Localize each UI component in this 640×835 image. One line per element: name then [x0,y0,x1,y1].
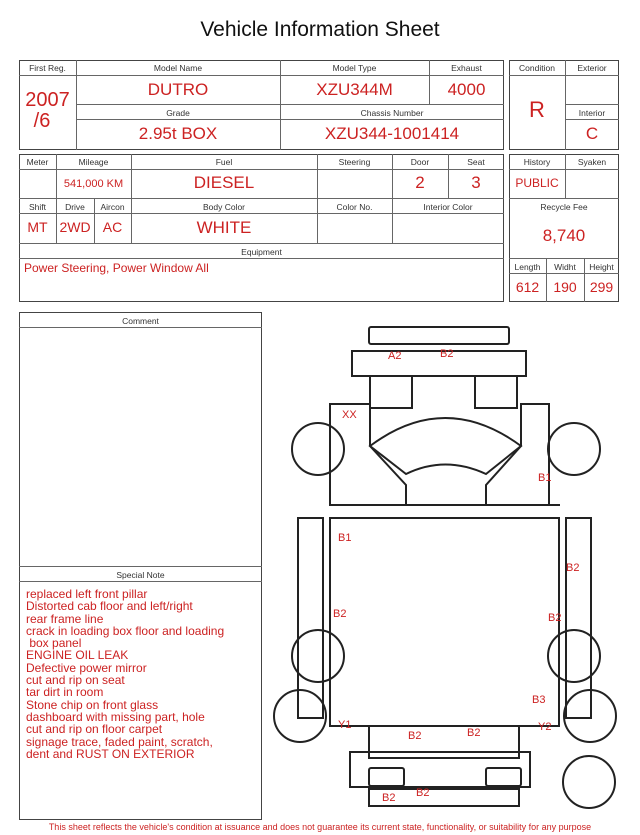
seat-label: Seat [467,157,485,167]
damage-mark: Y1 [338,719,352,731]
equipment-value: Power Steering, Power Window All [24,261,209,275]
damage-mark: A2 [388,350,402,362]
history-value: PUBLIC [515,176,559,190]
exhaust-label: Exhaust [451,63,482,73]
height-label: Height [589,262,614,272]
mileage-value: 541,000 KM [63,178,124,190]
syaken-label: Syaken [577,157,607,167]
equipment-label: Equipment [241,247,282,257]
special-note-line: replaced left front pillar [26,587,148,601]
door-label: Door [410,157,430,167]
page-title: Vehicle Information Sheet [200,18,440,41]
aircon-value: AC [102,219,123,235]
special-note-line: crack in loading box floor and loading [26,623,225,638]
damage-mark: B2 [440,348,454,360]
fuel-value: DIESEL [193,173,255,192]
damage-mark: B2 [408,730,422,742]
special-note-label: Special Note [116,570,165,580]
damage-mark: B2 [467,727,481,739]
grade-label: Grade [166,108,190,118]
model-type-value: XZU344M [316,80,393,99]
damage-mark: B1 [338,532,352,544]
color-no-label: Color No. [336,202,373,212]
width-label: Widht [554,262,576,272]
grade-value: 2.95t BOX [138,124,218,143]
damage-mark: B2 [333,608,347,620]
aircon-label: Aircon [100,202,125,212]
history-label: History [523,157,551,167]
special-note-line: cut and rip on floor carpet [26,722,163,737]
exterior-label: Exterior [577,63,607,73]
fuel-label: Fuel [215,157,233,167]
damage-mark: B2 [382,792,396,804]
model-name-value: DUTRO [147,80,209,99]
disclaimer-footer: This sheet reflects the vehicle's condition at issuance and does not guarantee its current state, functionality, or suitability for any purpose [48,822,592,832]
height-value: 299 [589,279,614,295]
door-value: 2 [415,173,425,192]
model-name-label: Model Name [153,63,203,73]
first-reg-label: First Reg. [29,63,66,73]
first-reg-year: 2007 [25,89,70,111]
special-note-line: Stone chip on front glass [26,697,159,712]
seat-value: 3 [471,173,481,192]
exhaust-value: 4000 [447,80,486,99]
condition-label: Condition [519,63,555,73]
damage-mark: B2 [548,612,562,624]
interior-value: C [585,124,599,143]
damage-mark: B2 [566,562,580,574]
body-color-label: Body Color [202,202,246,212]
recycle-fee-label: Recycle Fee [540,202,588,212]
special-note-line: signage trace, faded paint, scratch, [26,734,213,749]
model-type-label: Model Type [332,63,377,73]
first-reg-month: /6 [33,110,51,132]
special-note-line: Distorted cab floor and left/right [26,599,193,614]
damage-mark: B3 [532,694,546,706]
width-value: 190 [553,279,577,295]
steering-label: Steering [338,157,371,167]
vehicle-damage-diagram [265,318,640,818]
mileage-label: Mileage [78,157,109,167]
special-note-line: Defective power mirror [26,660,147,675]
special-note-line: cut and rip on seat [26,673,125,688]
special-note-line: tar dirt in room [26,685,104,700]
drive-label: Drive [65,202,85,212]
recycle-fee-value: 8,740 [542,226,586,245]
length-label: Length [514,262,541,272]
special-note-line: rear frame line [26,611,104,626]
comment-label: Comment [122,316,159,326]
shift-value: MT [27,219,48,235]
meter-label: Meter [26,157,49,167]
interior-color-label: Interior Color [423,202,473,212]
special-note-line: dent and RUST ON EXTERIOR [26,746,195,761]
damage-mark: B2 [416,787,430,799]
interior-label: Interior [578,108,606,118]
length-value: 612 [515,279,540,295]
body-color-value: WHITE [196,218,252,237]
shift-label: Shift [28,202,46,212]
damage-mark: B1 [538,472,552,484]
drive-value: 2WD [59,219,91,235]
chassis-number-label: Chassis Number [360,108,424,118]
chassis-number-value: XZU344-1001414 [324,124,460,143]
special-note-line: ENGINE OIL LEAK [26,648,129,663]
special-note-list [26,588,258,760]
special-note-line: dashboard with missing part, hole [26,709,205,724]
damage-mark: XX [342,409,357,421]
special-note-line: box panel [26,636,82,651]
condition-value: R [529,97,545,122]
damage-mark: Y2 [538,721,552,733]
